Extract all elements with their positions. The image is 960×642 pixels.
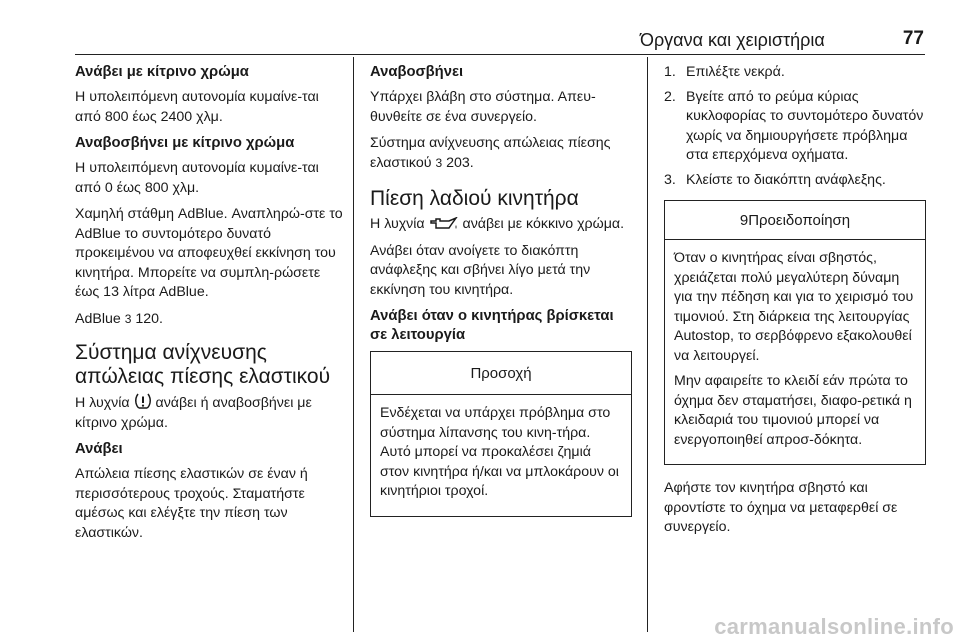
oil-can-icon [429,217,459,231]
paragraph-tpms-ref [370,134,632,173]
heading-flashing-yellow: Αναβοσβήνει με κίτρινο χρώμα [75,135,295,151]
section-title-tyre-pressure: Σύστημα ανίχνευσης απώλειας πίεσης ελαστικού [75,341,331,388]
caution-box [370,351,632,517]
column-divider-1 [353,57,354,632]
oil-lamp-text-pre: Η λυχνία [370,216,425,232]
heading-flashing: Αναβοσβήνει [370,64,464,80]
steps-list [664,63,926,190]
warning-title-text: Προειδοποίηση [748,212,851,229]
paragraph-oil-behaviour: Ανάβει όταν ανοίγετε το διακόπτη ανάφλεξης και σβήνει λίγο μετά την εκκίνηση του κινητήρα. [370,242,591,298]
caution-title: Προσοχή [371,352,631,395]
heading-lit-yellow: Ανάβει με κίτρινο χρώμα [75,64,249,80]
page-number: 77 [902,28,924,49]
section-title-oil-pressure: Πίεση λαδιού κινητήρα [370,187,579,210]
paragraph-tyre-lamp [75,393,343,433]
warning-title [665,201,925,240]
page-reference-arrow-icon: 3 [124,311,132,326]
warning-triangle-icon: 9 [739,212,749,229]
warning-text-1: Όταν ο κινητήρας είναι σβηστός, χρειάζεται πολύ μεγαλύτερη δύναμη για την πέδηση και για το χειρισμό του τιμονιού. Στη διάρκεια της λειτουργίας Autostop, το σερβόφρενο εξακολουθεί να λειτουργεί. [674,250,914,364]
page-reference-arrow-icon: 3 [435,155,443,170]
heading-lit: Ανάβει [75,441,123,457]
tyre-pressure-warning-icon [134,393,152,410]
list-item: 1. Επιλέξτε νεκρά. [664,64,785,80]
column-1 [75,63,343,550]
list-item: 2. Βγείτε από το ρεύμα κύριας κυκλοφορίας το συντομότερο δυνατόν χωρίς να δημιουργήσετε πρόβλημα στα επερχόμενα οχήματα. [664,88,924,163]
header-rule [75,54,925,55]
paragraph-pressure-loss: Απώλεια πίεσης ελαστικών σε έναν ή περισσότερους τροχούς. Σταματήστε αμέσως και ελέγξτε την πίεση των ελαστικών. [75,466,308,541]
paragraph-range-0-800: Η υπολειπόμενη αυτονομία κυμαίνε-ται από 0 έως 800 χλμ. [75,160,319,196]
paragraph-oil-lamp [370,215,632,235]
adblue-label: AdBlue [75,310,121,327]
column-divider-2 [647,57,648,632]
column-3 [664,63,926,545]
lamp-text-post: ανάβει ή αναβοσβήνει με κίτρινο χρώμα. [75,395,312,431]
column-2 [370,63,632,531]
tpms-ref-text: Σύστημα ανίχνευσης απώλειας πίεσης ελαστικού [370,135,611,171]
watermark: carmanualsonline.info [714,614,954,639]
list-item: 3. Κλείστε το διακόπτη ανάφλεξης. [664,171,886,188]
tpms-page-ref: 203. [446,154,474,171]
oil-lamp-text-post: ανάβει με κόκκινο χρώμα. [462,216,625,232]
lamp-text-pre: Η λυχνία [75,395,130,411]
paragraph-system-fault: Υπάρχει βλάβη στο σύστημα. Απευ-θυνθείτε σε ένα συνεργείο. [370,89,596,125]
heading-lit-engine-running: Ανάβει όταν ο κινητήρας βρίσκεται σε λειτουργία [370,308,614,343]
paragraph-leave-engine-off: Αφήστε τον κινητήρα σβηστό και φροντίστε το όχημα να μεταφερθεί σε συνεργείο. [664,480,898,535]
warning-text-2: Μην αφαιρείτε το κλειδί εάν πρώτα το όχημα δεν σταματήσει, διαφο-ρετικά η κλειδαριά του τιμονιού μπορεί να ενεργοποιηθεί απροσ-δόκητα. [674,373,912,448]
paragraph-range-800-2400: Η υπολειπόμενη αυτονομία κυμαίνε-ται από 800 έως 2400 χλμ. [75,89,319,125]
paragraph-adblue-ref [75,310,343,330]
caution-text: Ενδέχεται να υπάρχει πρόβλημα στο σύστημα λίπανσης του κινη-τήρα. Αυτό μπορεί να προκαλέσει ζημιά στον κινητήρα ή/και να μπλοκάρουν οι κινητήριοι τροχοί. [380,405,619,499]
paragraph-adblue-low: Χαμηλή στάθμη AdBlue. Αναπληρώ-στε το AdBlue το συντομότερο δυνατό προκειμένου να αποφευχθεί εκκίνηση του κινητήρα. Μπορείτε να συμπλη-ρώσετε έως 13 λίτρα AdBlue. [75,206,343,300]
adblue-page-ref: 120. [135,310,163,327]
warning-box [664,200,926,465]
running-header-title: Όργανα και χειριστήρια [640,30,825,50]
